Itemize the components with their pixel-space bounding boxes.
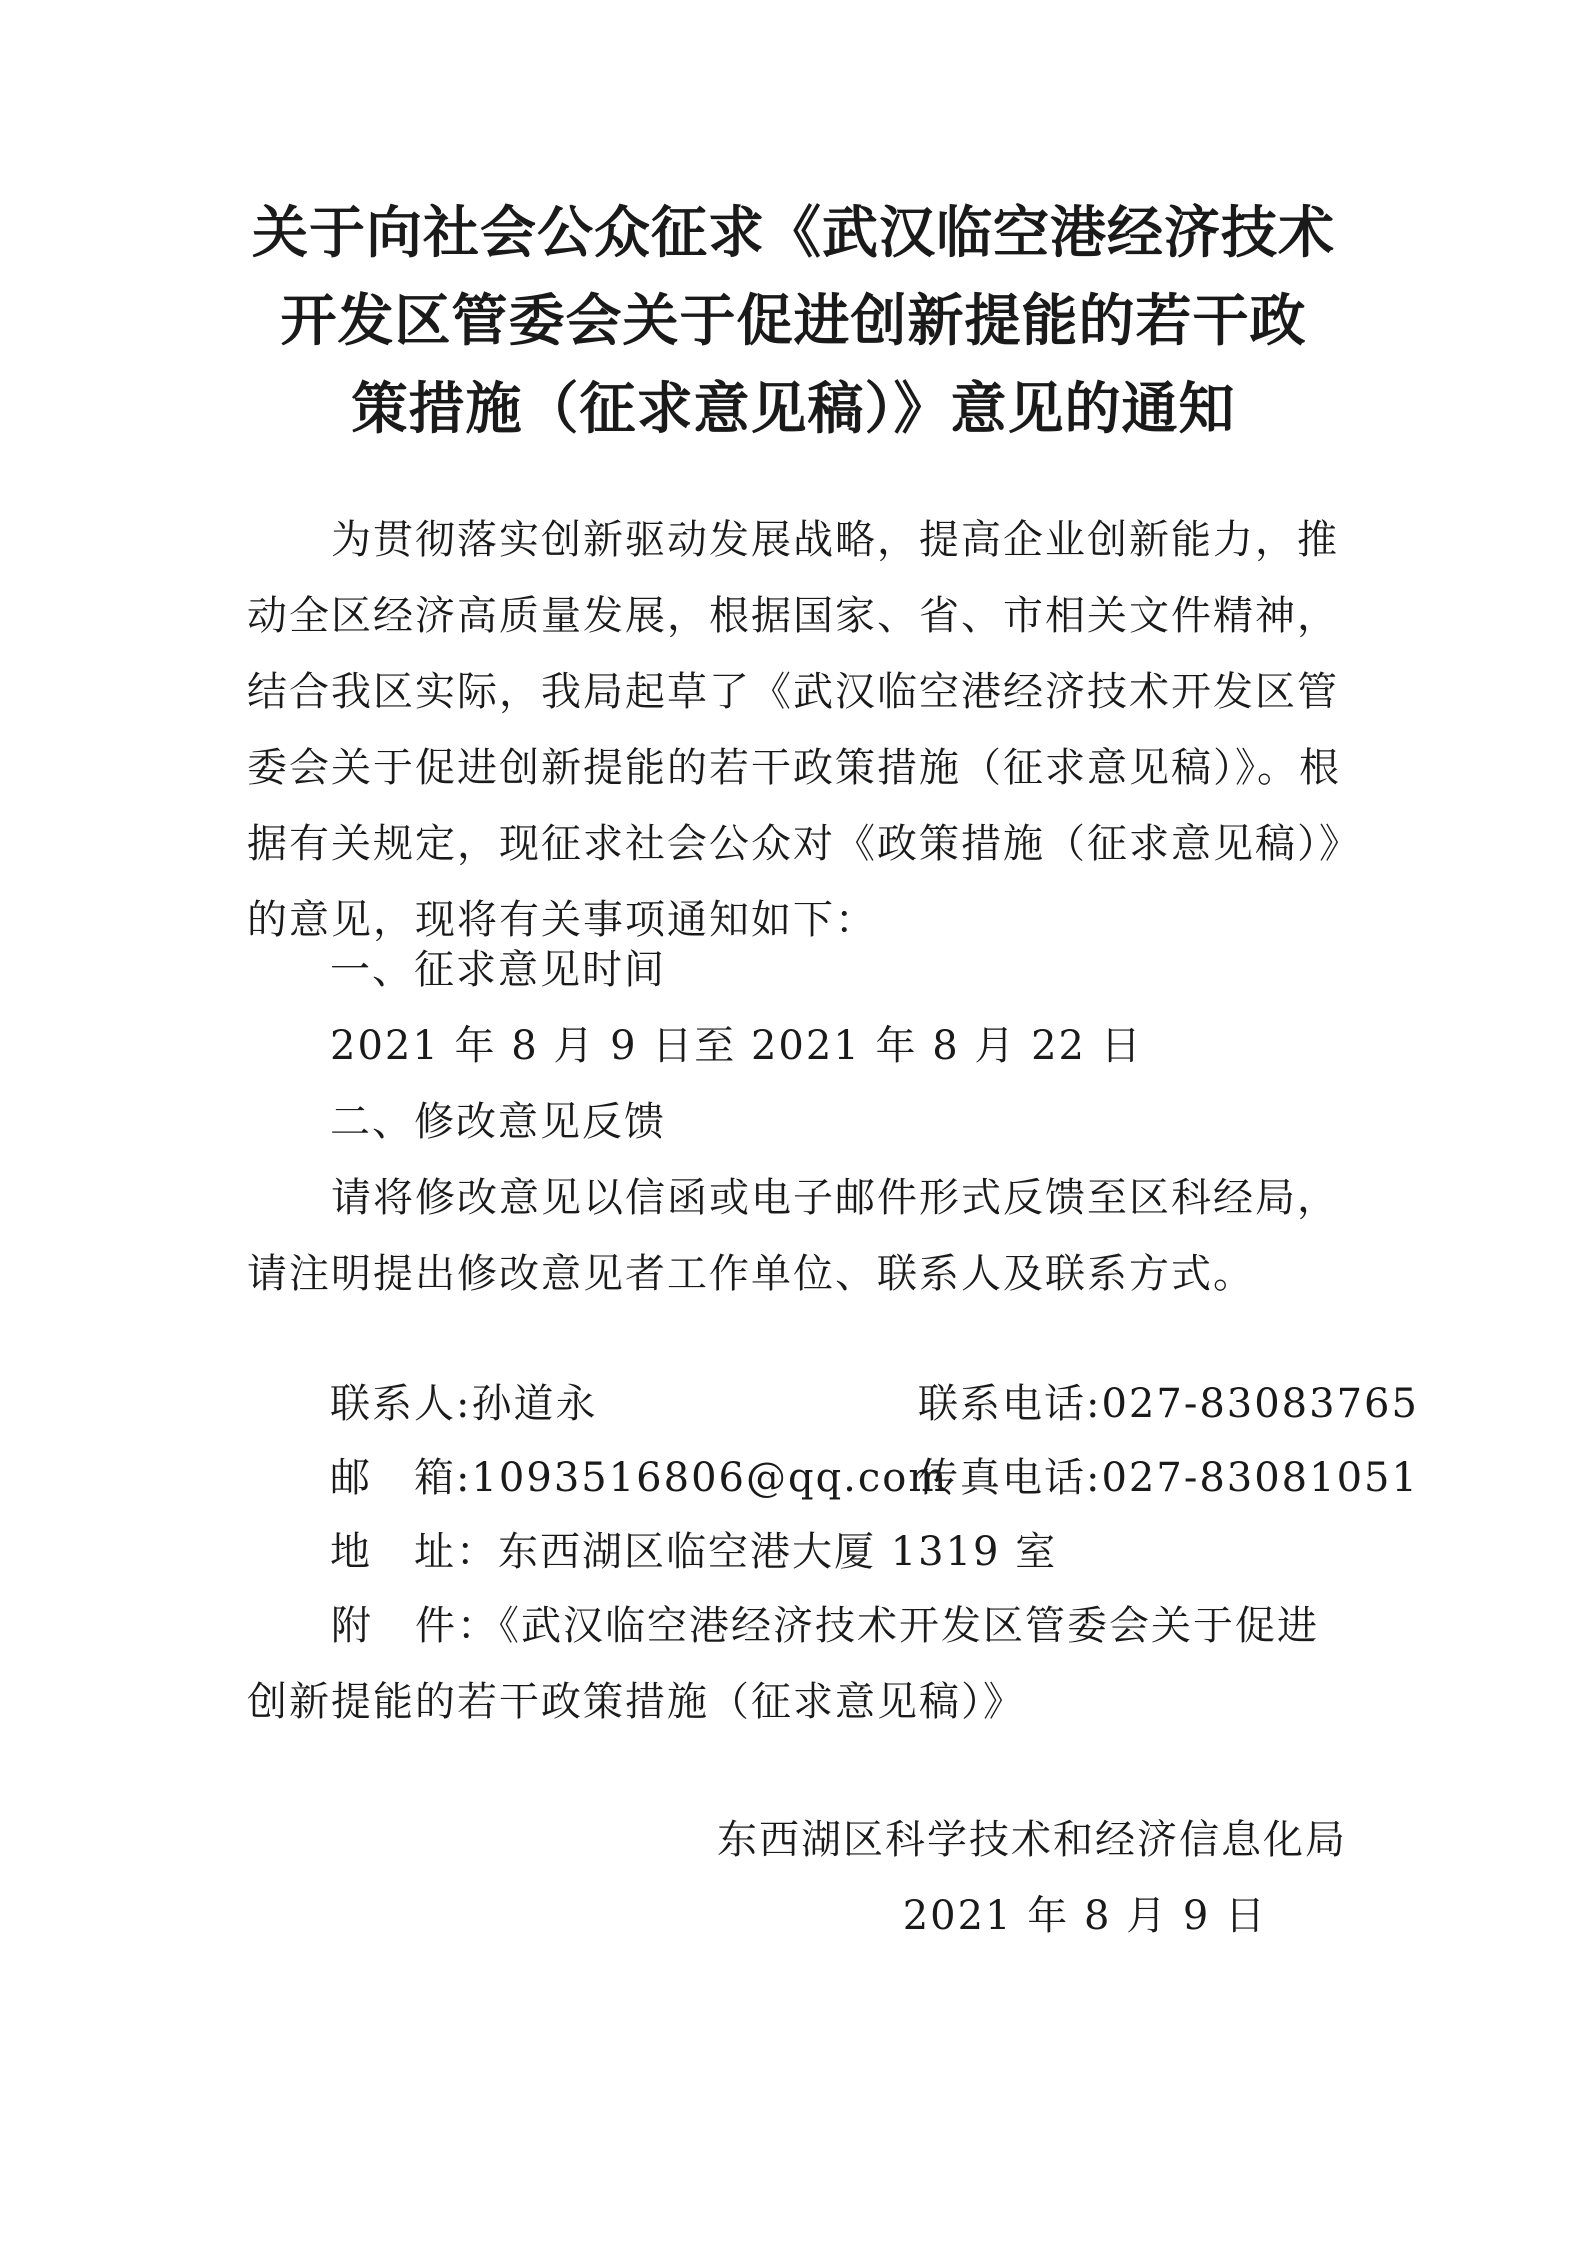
title-line-2: 开发区管委会关于促进创新提能的若干政 bbox=[280, 289, 1307, 354]
signature-org: 东西湖区科学技术和经济信息化局 bbox=[717, 1817, 1347, 1863]
contact-fax: 传真电话:027-83081051 bbox=[918, 1455, 1419, 1501]
section-1-content: 2021 年 8 月 9 日至 2021 年 8 月 22 日 bbox=[330, 1023, 1143, 1069]
title-line-3: 策措施（征求意见稿）》意见的通知 bbox=[351, 377, 1236, 442]
contact-email: 邮 箱:1093516806@qq.com bbox=[330, 1455, 949, 1501]
contact-phone: 联系电话:027-83083765 bbox=[918, 1381, 1419, 1427]
signature-date: 2021 年 8 月 9 日 bbox=[902, 1893, 1267, 1939]
section-2-content: 请将修改意见以信函或电子邮件形式反馈至区科经局，请注明提出修改意见者工作单位、联系人及联系方式。 bbox=[247, 1175, 1339, 1297]
title-line-1: 关于向社会公众征求《武汉临空港经济技术 bbox=[252, 201, 1335, 266]
contact-address: 地 址：东西湖区临空港大厦 1319 室 bbox=[330, 1529, 1058, 1575]
intro-paragraph: 为贯彻落实创新驱动发展战略，提高企业创新能力，推动全区经济高质量发展，根据国家、省、市相关文件精神，结合我区实际，我局起草了《武汉临空港经济技术开发区管委会关于促进创新提能的若干政策措施（征求意见稿）》。根据有关规定，现征求社会公众对《政策措施（征求意见稿）》的意见，现将有关事项通知如下： bbox=[247, 517, 1341, 943]
contact-attachment: 附 件：《武汉临空港经济技术开发区管委会关于促进创新提能的若干政策措施（征求意见稿）》 bbox=[247, 1603, 1319, 1725]
contact-person: 联系人:孙道永 bbox=[330, 1381, 598, 1427]
document-title bbox=[220, 190, 1367, 454]
section-1-heading: 一、征求意见时间 bbox=[330, 947, 666, 993]
section-2-heading: 二、修改意见反馈 bbox=[330, 1099, 666, 1145]
